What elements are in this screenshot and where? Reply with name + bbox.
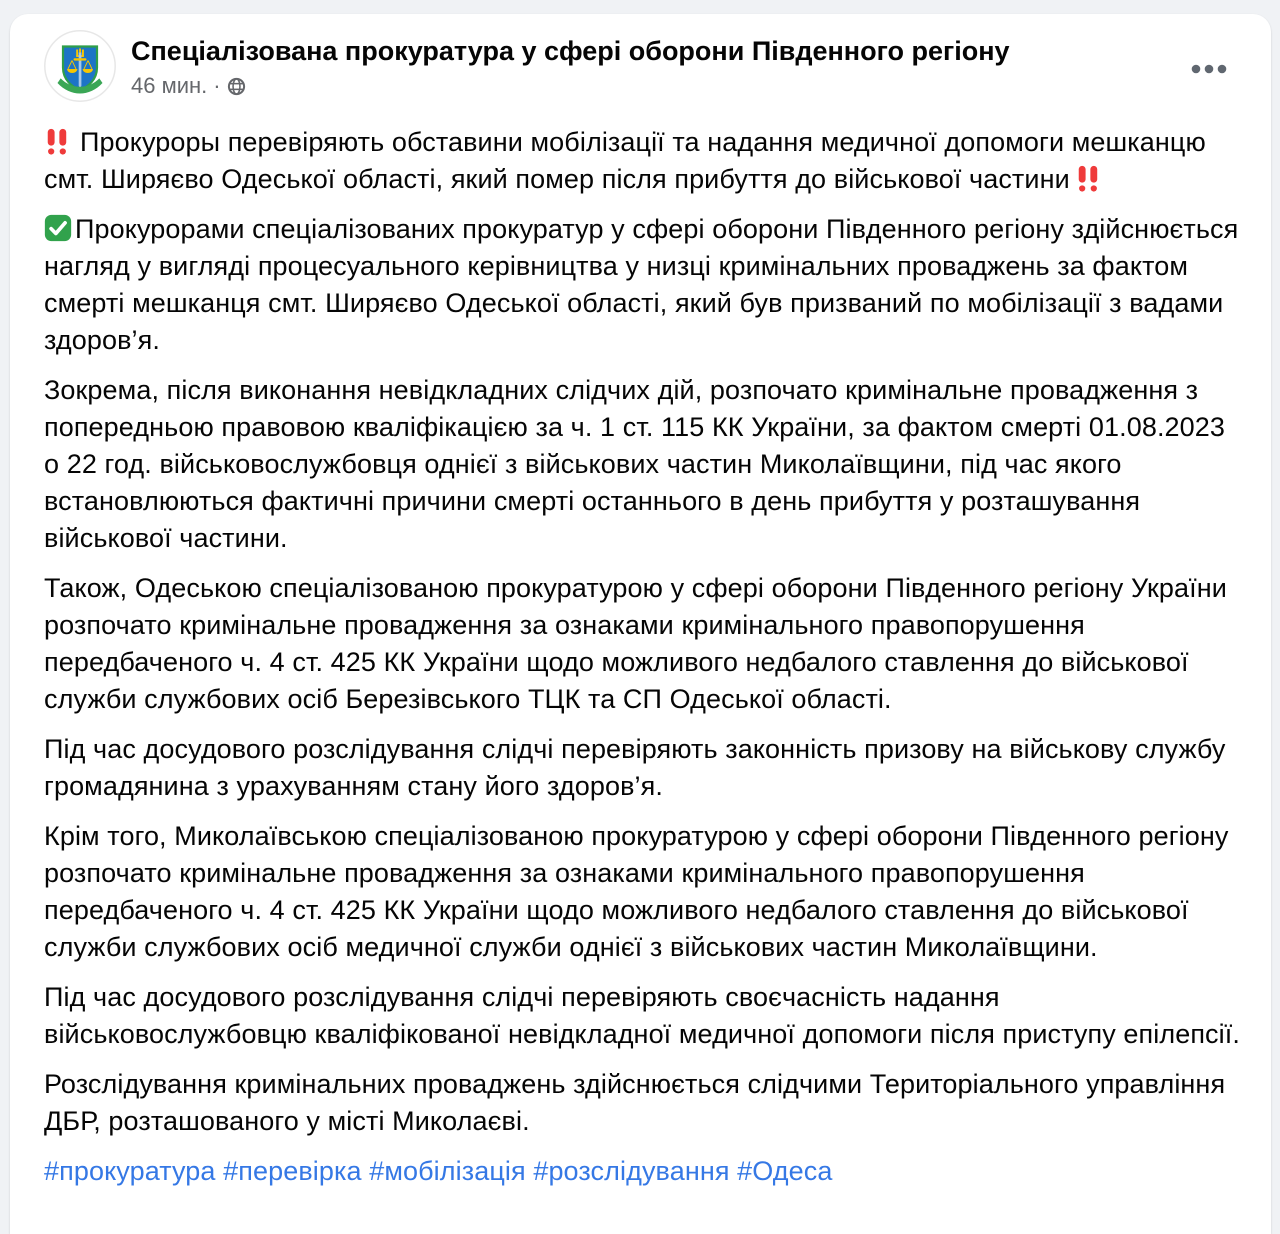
globe-icon xyxy=(227,77,246,96)
facebook-post-card xyxy=(10,14,1271,1234)
post-options-button[interactable] xyxy=(1181,47,1237,91)
post-paragraph xyxy=(44,1066,1241,1140)
double-exclamation-emoji xyxy=(44,128,71,155)
white-check-mark-emoji xyxy=(44,214,72,242)
post-paragraph xyxy=(44,731,1241,805)
paragraph-text: Прокуроры перевіряють обставини мобілізації та надання медичної допомоги мешканцю смт. Ширяєво Одеської області, який помер після прибуття до військової частини xyxy=(44,127,1206,194)
post-header xyxy=(10,14,1271,102)
page-avatar[interactable] xyxy=(44,30,116,102)
hashtags-line xyxy=(44,1153,1241,1190)
paragraph-text: Прокурорами спеціалізованих прокуратур у сфері оборони Південного регіону здійснюється нагляд у вигляді процесуального керівництва у низці кримінальних проваджень за фактом смерті мешканця смт. Ширяєво Одеської області, який був призваний по мобілізації з вадами здоров’я. xyxy=(44,214,1239,355)
post-paragraph xyxy=(44,372,1241,557)
post-text xyxy=(10,102,1271,1223)
prosecutor-emblem-icon xyxy=(44,30,116,102)
paragraph-text: Під час досудового розслідування слідчі перевіряють своєчасність надання військовослужбовцю кваліфікованої невідкладної медичної допомоги після приступу епілепсії. xyxy=(44,982,1240,1049)
post-paragraph xyxy=(44,570,1241,718)
hashtag-link[interactable]: #перевірка xyxy=(223,1156,362,1186)
paragraph-text: Під час досудового розслідування слідчі перевіряють законність призову на військову службу громадянина з урахуванням стану його здоров’я. xyxy=(44,734,1226,801)
paragraph-text: Зокрема, після виконання невідкладних слідчих дій, розпочато кримінальне провадження з попередньою правовою кваліфікацією за ч. 1 ст. 115 КК України, за фактом смерті 01.08.2023 о 22 год. військовослужбовця однієї з військових частин Миколаївщини, під час якого встановлюються фактичні причини смерті останнього в день прибуття у розташування військової частини. xyxy=(44,375,1226,553)
post-paragraph xyxy=(44,979,1241,1053)
post-paragraph xyxy=(44,818,1241,966)
hashtag-link[interactable]: #Одеса xyxy=(737,1156,833,1186)
hashtag-link[interactable]: #мобілізація xyxy=(369,1156,526,1186)
post-paragraph xyxy=(44,124,1241,198)
ellipsis-icon xyxy=(1189,64,1229,74)
hashtag-link[interactable]: #розслідування xyxy=(533,1156,730,1186)
post-paragraph xyxy=(44,211,1241,359)
meta-separator: · xyxy=(213,73,221,98)
post-timestamp[interactable]: 46 мин. xyxy=(131,73,208,98)
hashtag-link[interactable]: #прокуратура xyxy=(44,1156,216,1186)
page-name-link[interactable]: Спеціалізована прокуратура у сфері оборони Південного регіону xyxy=(131,36,1010,66)
post-header-text xyxy=(131,30,1010,99)
paragraph-text: Розслідування кримінальних проваджень здійснюється слідчими Територіального управління ДБР, розташованого у місті Миколаєві. xyxy=(44,1069,1226,1136)
double-exclamation-emoji xyxy=(1075,165,1102,192)
post-meta xyxy=(131,73,1010,99)
paragraph-text: Також, Одеською спеціалізованою прокуратурою у сфері оборони Південного регіону України розпочато кримінальне провадження за ознаками кримінального правопорушення передбаченого ч. 4 ст. 425 КК України щодо можливого недбалого ставлення до військової служби службових осіб Березівського ТЦК та СП Одеської області. xyxy=(44,573,1227,714)
paragraph-text: Крім того, Миколаївською спеціалізованою прокуратурою у сфері оборони Південного регіону розпочато кримінальне провадження за ознаками кримінального правопорушення передбаченого ч. 4 ст. 425 КК України щодо можливого недбалого ставлення до військової служби службових осіб медичної служби однієї з військових частин Миколаївщини. xyxy=(44,821,1229,962)
